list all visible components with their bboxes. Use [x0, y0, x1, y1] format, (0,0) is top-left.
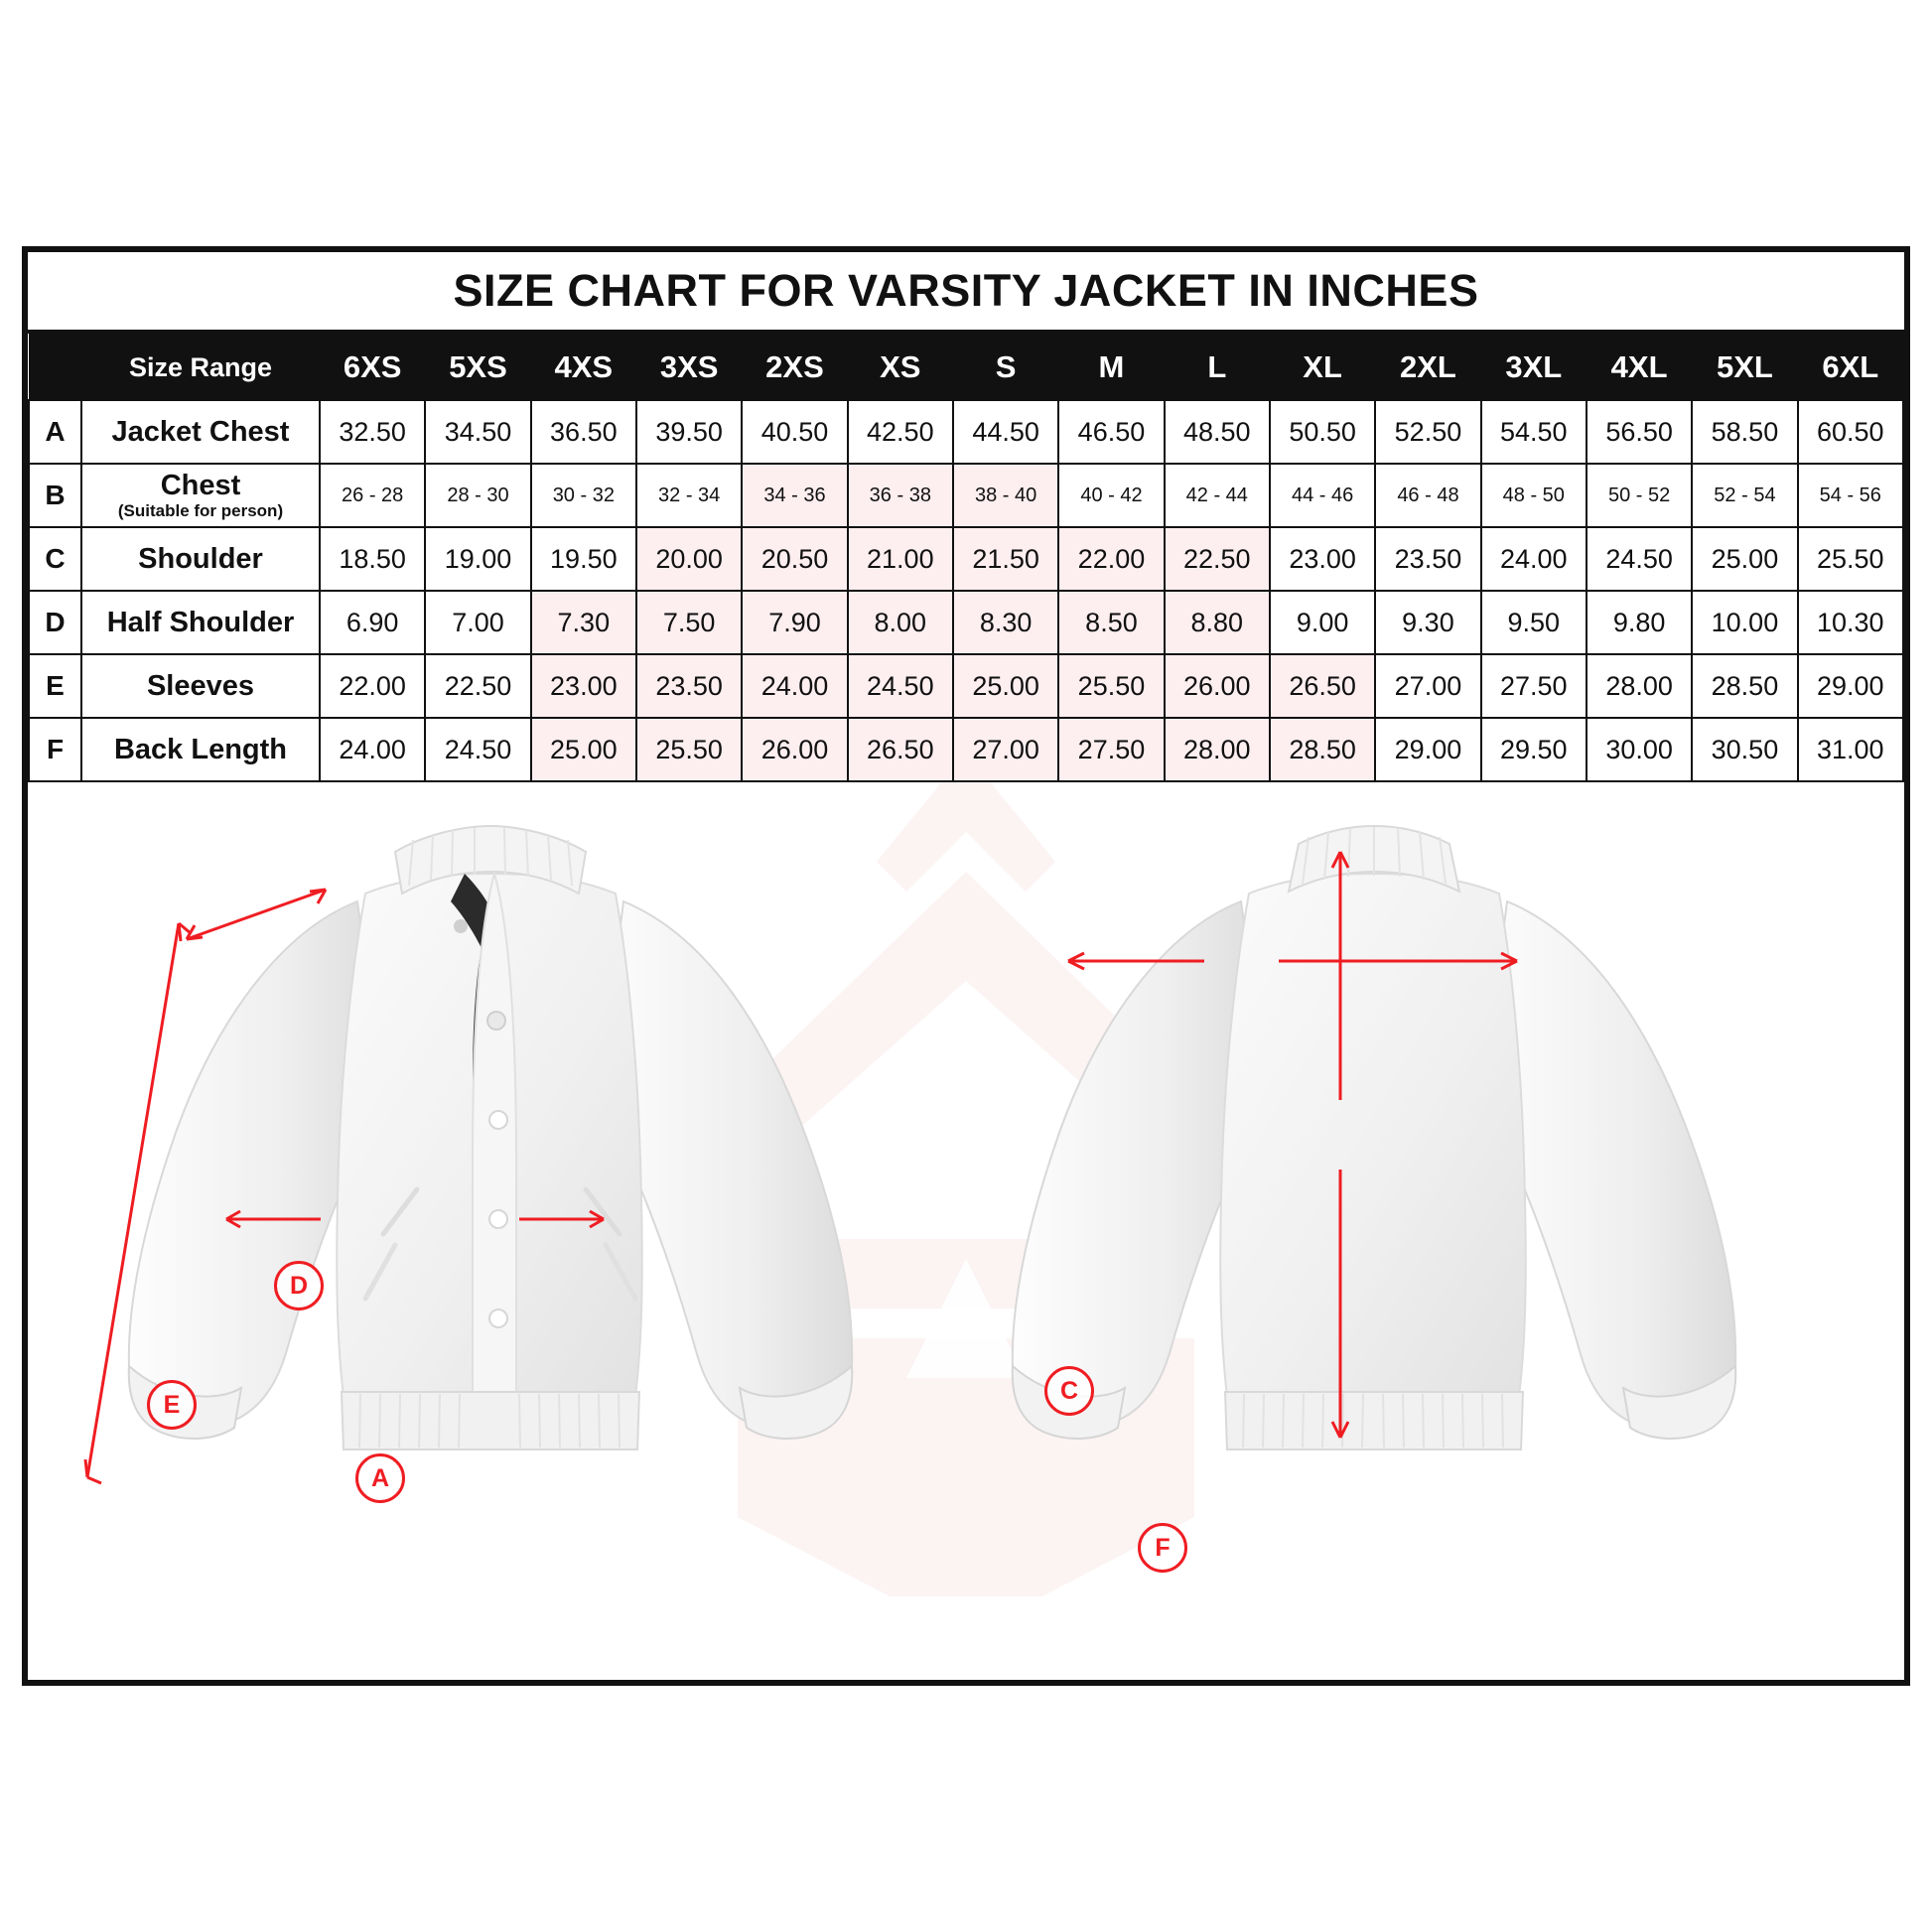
cell-f-xl: 28.50 — [1270, 718, 1375, 781]
table-row — [29, 591, 1903, 654]
cell-b-6xl: 54 - 56 — [1798, 464, 1903, 527]
badge-f: F — [1138, 1523, 1187, 1573]
cell-e-xs: 24.50 — [848, 654, 953, 718]
cell-f-xs: 26.50 — [848, 718, 953, 781]
table-row — [29, 527, 1903, 591]
cell-c-3xs: 20.00 — [636, 527, 742, 591]
header-size-4xl: 4XL — [1587, 335, 1692, 400]
cell-b-xs: 36 - 38 — [848, 464, 953, 527]
cell-c-2xs: 20.50 — [742, 527, 847, 591]
cell-c-3xl: 24.00 — [1481, 527, 1587, 591]
cell-b-3xl: 48 - 50 — [1481, 464, 1587, 527]
cell-c-xs: 21.00 — [848, 527, 953, 591]
cell-d-4xl: 9.80 — [1587, 591, 1692, 654]
cell-d-4xs: 7.30 — [531, 591, 636, 654]
cell-c-5xs: 19.00 — [425, 527, 530, 591]
cell-e-4xs: 23.00 — [531, 654, 636, 718]
header-size-5xl: 5XL — [1692, 335, 1797, 400]
cell-d-3xl: 9.50 — [1481, 591, 1587, 654]
jacket-back-illustration — [951, 782, 1845, 1596]
header-size-5xs: 5XS — [425, 335, 530, 400]
cell-c-5xl: 25.00 — [1692, 527, 1797, 591]
cell-c-6xl: 25.50 — [1798, 527, 1903, 591]
header-size-xl: XL — [1270, 335, 1375, 400]
jacket-front-illustration — [68, 782, 961, 1596]
cell-b-6xs: 26 - 28 — [320, 464, 425, 527]
cell-a-5xs: 34.50 — [425, 400, 530, 464]
table-body — [29, 400, 1903, 781]
header-size-xs: XS — [848, 335, 953, 400]
table-head — [29, 335, 1903, 400]
cell-f-l: 28.00 — [1165, 718, 1270, 781]
row-label-half-shoulder: Half Shoulder — [81, 591, 320, 654]
cell-f-s: 27.00 — [953, 718, 1058, 781]
cell-d-6xs: 6.90 — [320, 591, 425, 654]
cell-c-l: 22.50 — [1165, 527, 1270, 591]
cell-b-4xl: 50 - 52 — [1587, 464, 1692, 527]
cell-a-xl: 50.50 — [1270, 400, 1375, 464]
table-header-row — [29, 335, 1903, 400]
cell-c-4xl: 24.50 — [1587, 527, 1692, 591]
table-row — [29, 718, 1903, 781]
cell-b-4xs: 30 - 32 — [531, 464, 636, 527]
cell-d-3xs: 7.50 — [636, 591, 742, 654]
header-size-6xs: 6XS — [320, 335, 425, 400]
cell-c-4xs: 19.50 — [531, 527, 636, 591]
row-letter-e: E — [29, 654, 81, 718]
cell-a-3xl: 54.50 — [1481, 400, 1587, 464]
cell-d-l: 8.80 — [1165, 591, 1270, 654]
cell-d-6xl: 10.30 — [1798, 591, 1903, 654]
row-letter-d: D — [29, 591, 81, 654]
cell-b-5xs: 28 - 30 — [425, 464, 530, 527]
header-size-4xs: 4XS — [531, 335, 636, 400]
cell-f-2xs: 26.00 — [742, 718, 847, 781]
badge-e: E — [147, 1380, 197, 1430]
header-size-range: Size Range — [81, 335, 320, 400]
cell-a-6xl: 60.50 — [1798, 400, 1903, 464]
row-label-jacket-chest: Jacket Chest — [81, 400, 320, 464]
cell-a-4xl: 56.50 — [1587, 400, 1692, 464]
badge-c: C — [1044, 1366, 1094, 1416]
cell-c-6xs: 18.50 — [320, 527, 425, 591]
header-size-3xl: 3XL — [1481, 335, 1587, 400]
cell-e-2xs: 24.00 — [742, 654, 847, 718]
cell-b-2xl: 46 - 48 — [1375, 464, 1480, 527]
cell-d-2xl: 9.30 — [1375, 591, 1480, 654]
row-label-chest-sub: (Suitable for person) — [117, 501, 284, 521]
row-letter-b: B — [29, 464, 81, 527]
cell-f-4xs: 25.00 — [531, 718, 636, 781]
header-size-2xs: 2XS — [742, 335, 847, 400]
header-letter-spacer — [29, 335, 81, 400]
cell-e-l: 26.00 — [1165, 654, 1270, 718]
cell-c-2xl: 23.50 — [1375, 527, 1480, 591]
cell-a-s: 44.50 — [953, 400, 1058, 464]
cell-e-m: 25.50 — [1058, 654, 1164, 718]
cell-f-4xl: 30.00 — [1587, 718, 1692, 781]
cell-b-5xl: 52 - 54 — [1692, 464, 1797, 527]
cell-d-5xl: 10.00 — [1692, 591, 1797, 654]
table-row — [29, 654, 1903, 718]
page-title: SIZE CHART FOR VARSITY JACKET IN INCHES — [453, 265, 1479, 316]
cell-c-s: 21.50 — [953, 527, 1058, 591]
badge-d: D — [274, 1261, 324, 1311]
cell-a-xs: 42.50 — [848, 400, 953, 464]
header-size-6xl: 6XL — [1798, 335, 1903, 400]
row-label-chest-main: Chest — [160, 470, 241, 502]
header-size-m: M — [1058, 335, 1164, 400]
cell-a-4xs: 36.50 — [531, 400, 636, 464]
header-size-l: L — [1165, 335, 1270, 400]
cell-d-m: 8.50 — [1058, 591, 1164, 654]
row-letter-a: A — [29, 400, 81, 464]
row-label-back-length: Back Length — [81, 718, 320, 781]
cell-c-xl: 23.00 — [1270, 527, 1375, 591]
cell-f-6xs: 24.00 — [320, 718, 425, 781]
cell-e-4xl: 28.00 — [1587, 654, 1692, 718]
cell-e-6xs: 22.00 — [320, 654, 425, 718]
cell-f-5xs: 24.50 — [425, 718, 530, 781]
header-size-s: S — [953, 335, 1058, 400]
cell-d-5xs: 7.00 — [425, 591, 530, 654]
header-size-2xl: 2XL — [1375, 335, 1480, 400]
row-letter-f: F — [29, 718, 81, 781]
cell-b-s: 38 - 40 — [953, 464, 1058, 527]
header-size-3xs: 3XS — [636, 335, 742, 400]
cell-a-6xs: 32.50 — [320, 400, 425, 464]
cell-f-m: 27.50 — [1058, 718, 1164, 781]
cell-e-s: 25.00 — [953, 654, 1058, 718]
cell-e-xl: 26.50 — [1270, 654, 1375, 718]
cell-f-2xl: 29.00 — [1375, 718, 1480, 781]
cell-a-2xs: 40.50 — [742, 400, 847, 464]
cell-e-5xl: 28.50 — [1692, 654, 1797, 718]
cell-a-2xl: 52.50 — [1375, 400, 1480, 464]
jacket-diagram-area — [28, 782, 1904, 1596]
table-row — [29, 400, 1903, 464]
size-chart-table — [28, 334, 1904, 782]
cell-a-m: 46.50 — [1058, 400, 1164, 464]
cell-d-s: 8.30 — [953, 591, 1058, 654]
cell-d-xl: 9.00 — [1270, 591, 1375, 654]
cell-d-xs: 8.00 — [848, 591, 953, 654]
cell-b-xl: 44 - 46 — [1270, 464, 1375, 527]
size-chart-frame — [22, 246, 1910, 1686]
cell-f-6xl: 31.00 — [1798, 718, 1903, 781]
chart-title-bar — [28, 252, 1904, 334]
cell-e-3xs: 23.50 — [636, 654, 742, 718]
row-label-chest — [81, 464, 320, 527]
cell-e-5xs: 22.50 — [425, 654, 530, 718]
cell-f-3xl: 29.50 — [1481, 718, 1587, 781]
cell-d-2xs: 7.90 — [742, 591, 847, 654]
cell-b-3xs: 32 - 34 — [636, 464, 742, 527]
cell-a-3xs: 39.50 — [636, 400, 742, 464]
cell-c-m: 22.00 — [1058, 527, 1164, 591]
cell-f-3xs: 25.50 — [636, 718, 742, 781]
cell-e-6xl: 29.00 — [1798, 654, 1903, 718]
cell-a-5xl: 58.50 — [1692, 400, 1797, 464]
cell-a-l: 48.50 — [1165, 400, 1270, 464]
cell-b-m: 40 - 42 — [1058, 464, 1164, 527]
row-label-sleeves: Sleeves — [81, 654, 320, 718]
badge-a: A — [355, 1453, 405, 1503]
cell-e-3xl: 27.50 — [1481, 654, 1587, 718]
table-row — [29, 464, 1903, 527]
cell-b-l: 42 - 44 — [1165, 464, 1270, 527]
cell-b-2xs: 34 - 36 — [742, 464, 847, 527]
cell-f-5xl: 30.50 — [1692, 718, 1797, 781]
row-letter-c: C — [29, 527, 81, 591]
row-label-shoulder: Shoulder — [81, 527, 320, 591]
cell-e-2xl: 27.00 — [1375, 654, 1480, 718]
